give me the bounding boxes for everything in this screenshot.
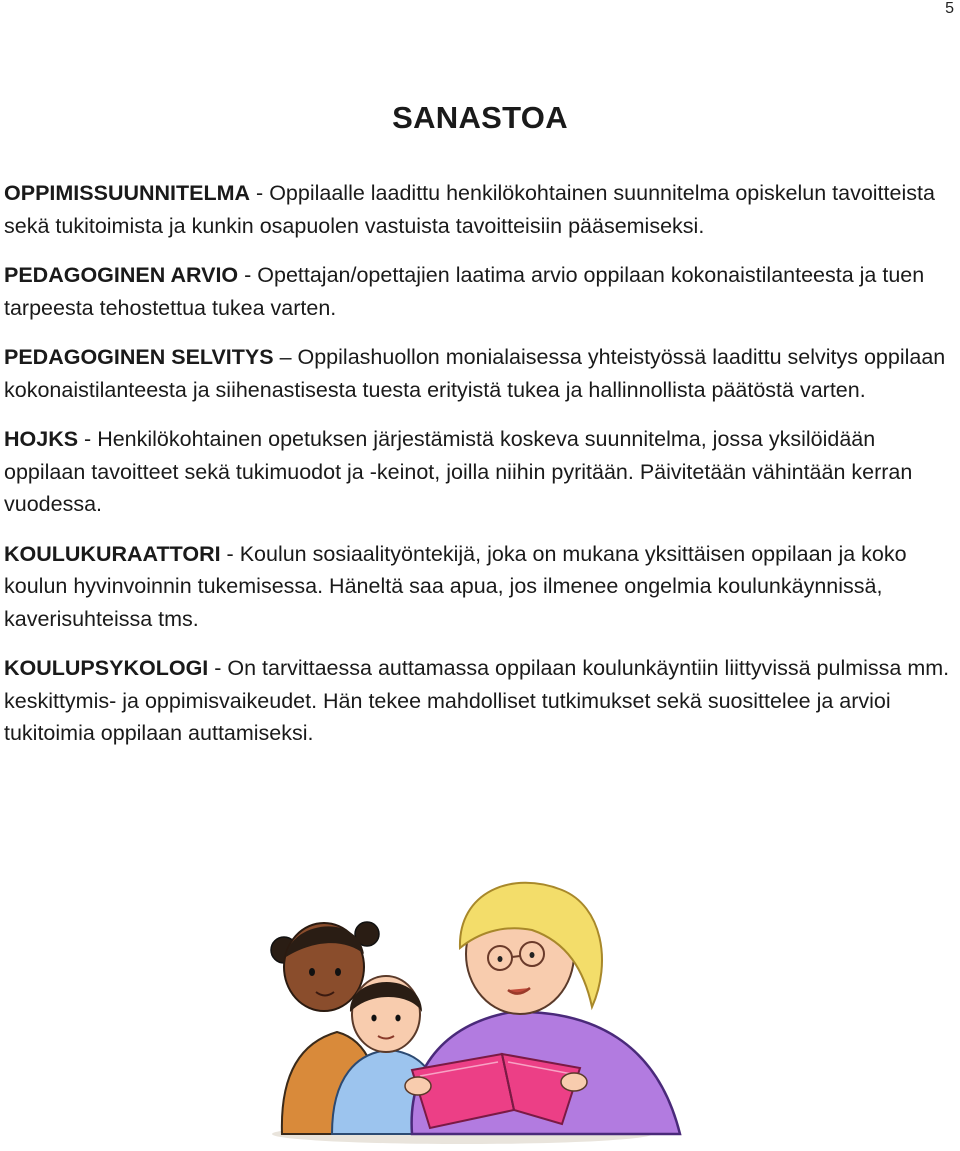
- glossary-definition: On tarvittaessa auttamassa oppilaan koulunkäyntiin liittyvissä pulmissa mm. keskittymis- ja oppimisvaikeudet. Hän tekee mahdolliset tutkimukset sekä suosittelee ja arvioi tukitoimia oppilaan auttamiseksi.: [4, 656, 950, 745]
- glossary-entry-oppimissuunnitelma: [4, 177, 954, 242]
- glossary-term: PEDAGOGINEN ARVIO: [4, 263, 239, 287]
- glossary-definition: Oppilashuollon monialaisessa yhteistyössä laadittu selvitys oppilaan kokonaistilanteesta ja siihenastisesta tuesta erityistä tukea ja hallinnollista päätöstä varten.: [4, 345, 946, 402]
- glossary-term: OPPIMISSUUNNITELMA: [4, 181, 251, 205]
- glossary-separator: -: [238, 263, 258, 287]
- glossary-definition: Koulun sosiaalityöntekijä, joka on mukana yksittäisen oppilaan ja koko koulun hyvinvoinnin tukemisessa. Häneltä saa apua, jos ilmenee ongelmia koulunkäynnissä, kaverisuhteissa tms.: [4, 541, 907, 631]
- glossary-separator: -: [220, 541, 240, 566]
- page-title: SANASTOA: [392, 100, 568, 135]
- page-number: 5: [945, 0, 954, 17]
- glossary-entry-pedagoginen-arvio: [4, 259, 954, 324]
- glossary-term: KOULUPSYKOLOGI: [4, 656, 209, 680]
- glossary-separator: -: [250, 181, 270, 205]
- glossary-entry-koulukuraattori: [4, 538, 954, 636]
- glossary-separator: -: [78, 427, 98, 451]
- glossary-term: PEDAGOGINEN SELVITYS: [4, 345, 274, 369]
- glossary-separator: –: [273, 345, 298, 369]
- glossary-definition: Opettajan/opettajien laatima arvio oppilaan kokonaistilanteesta ja tuen tarpeesta tehostettua tukea varten.: [4, 263, 925, 320]
- glossary-entry-hojks: [4, 423, 954, 521]
- glossary-entry-pedagoginen-selvitys: [4, 341, 954, 406]
- glossary-definition: Oppilaalle laadittu henkilökohtainen suunnitelma opiskelun tavoitteista sekä tukitoimista ja kunkin osapuolen vastuista tavoitteisiin pääsemiseksi.: [4, 181, 935, 238]
- glossary-term: KOULUKURAATTORI: [4, 541, 221, 566]
- teacher-reading-illustration: [262, 872, 692, 1144]
- glossary-list: [4, 177, 954, 767]
- glossary-definition: Henkilökohtainen opetuksen järjestämistä koskeva suunnitelma, jossa yksilöidään oppilaan tavoitteet sekä tukimuodot ja -keinot, joilla niihin pyritään. Päivitetään vähintään kerran vuodessa.: [4, 427, 913, 516]
- glossary-entry-koulupsykologi: [4, 652, 954, 750]
- glossary-separator: -: [208, 656, 228, 680]
- glossary-term: HOJKS: [4, 427, 79, 451]
